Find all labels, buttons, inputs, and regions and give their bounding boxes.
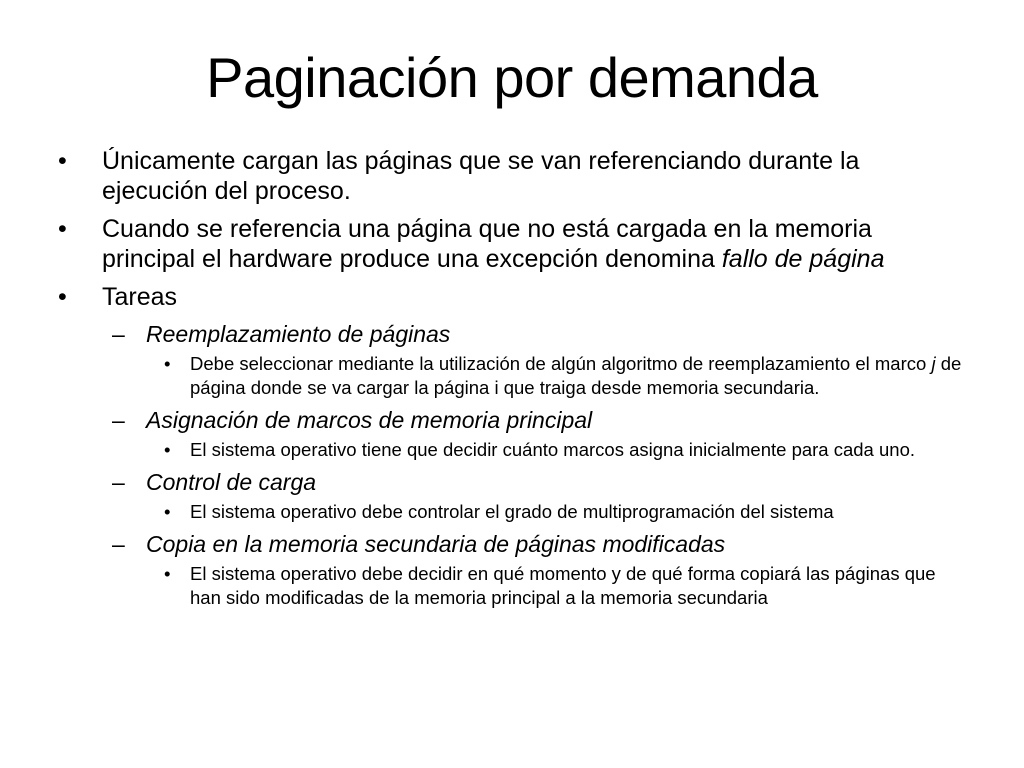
bullet-text: Cuando se referencia una página que no está cargada en la memoria principal el hardware produce una excepción denomina bbox=[102, 215, 872, 273]
bullet-dot-icon: • bbox=[58, 215, 67, 243]
task-detail-3 bbox=[58, 500, 968, 524]
bullet-dot-icon: • bbox=[164, 563, 171, 584]
task-item-1 bbox=[58, 320, 968, 348]
bullet-item-1 bbox=[58, 146, 968, 206]
detail-text: El sistema operativo debe controlar el grado de multiprogramación del sistema bbox=[190, 501, 834, 522]
bullet-item-2 bbox=[58, 214, 968, 274]
bullet-text: Tareas bbox=[102, 283, 178, 311]
slide-content bbox=[58, 146, 968, 616]
task-detail-2 bbox=[58, 438, 968, 462]
dash-bullet-icon: – bbox=[112, 407, 125, 433]
detail-text: de página donde se va cargar la página i que traiga desde memoria secundaria. bbox=[190, 353, 962, 398]
task-title: Reemplazamiento de páginas bbox=[146, 321, 451, 347]
bullet-text-italic: fallo de página bbox=[721, 245, 885, 273]
bullet-text: Únicamente cargan las páginas que se van referenciando durante la ejecución del proceso. bbox=[102, 147, 860, 205]
task-title: Copia en la memoria secundaria de páginas modificadas bbox=[146, 531, 726, 557]
task-title: Asignación de marcos de memoria principal bbox=[146, 407, 593, 433]
task-item-2 bbox=[58, 406, 968, 434]
task-detail-1 bbox=[58, 352, 968, 400]
dash-bullet-icon: – bbox=[112, 469, 125, 495]
task-title: Control de carga bbox=[146, 469, 317, 495]
dash-bullet-icon: – bbox=[112, 321, 125, 347]
bullet-item-3 bbox=[58, 282, 968, 312]
detail-text: El sistema operativo debe decidir en qué momento y de qué forma copiará las páginas que han sido modificadas de la memoria principal a la memoria secundaria bbox=[190, 563, 936, 608]
bullet-dot-icon: • bbox=[164, 353, 171, 374]
bullet-dot-icon: • bbox=[164, 439, 171, 460]
slide-title: Paginación por demanda bbox=[206, 46, 818, 109]
detail-text-italic: j bbox=[931, 353, 936, 374]
dash-bullet-icon: – bbox=[112, 531, 125, 557]
bullet-dot-icon: • bbox=[58, 147, 67, 175]
bullet-dot-icon: • bbox=[58, 283, 67, 311]
bullet-dot-icon: • bbox=[164, 501, 171, 522]
task-item-4 bbox=[58, 530, 968, 558]
detail-text: Debe seleccionar mediante la utilización de algún algoritmo de reemplazamiento el marco bbox=[190, 353, 932, 374]
task-item-3 bbox=[58, 468, 968, 496]
detail-text: El sistema operativo tiene que decidir cuánto marcos asigna inicialmente para cada uno. bbox=[190, 439, 915, 460]
task-detail-4 bbox=[58, 562, 968, 610]
